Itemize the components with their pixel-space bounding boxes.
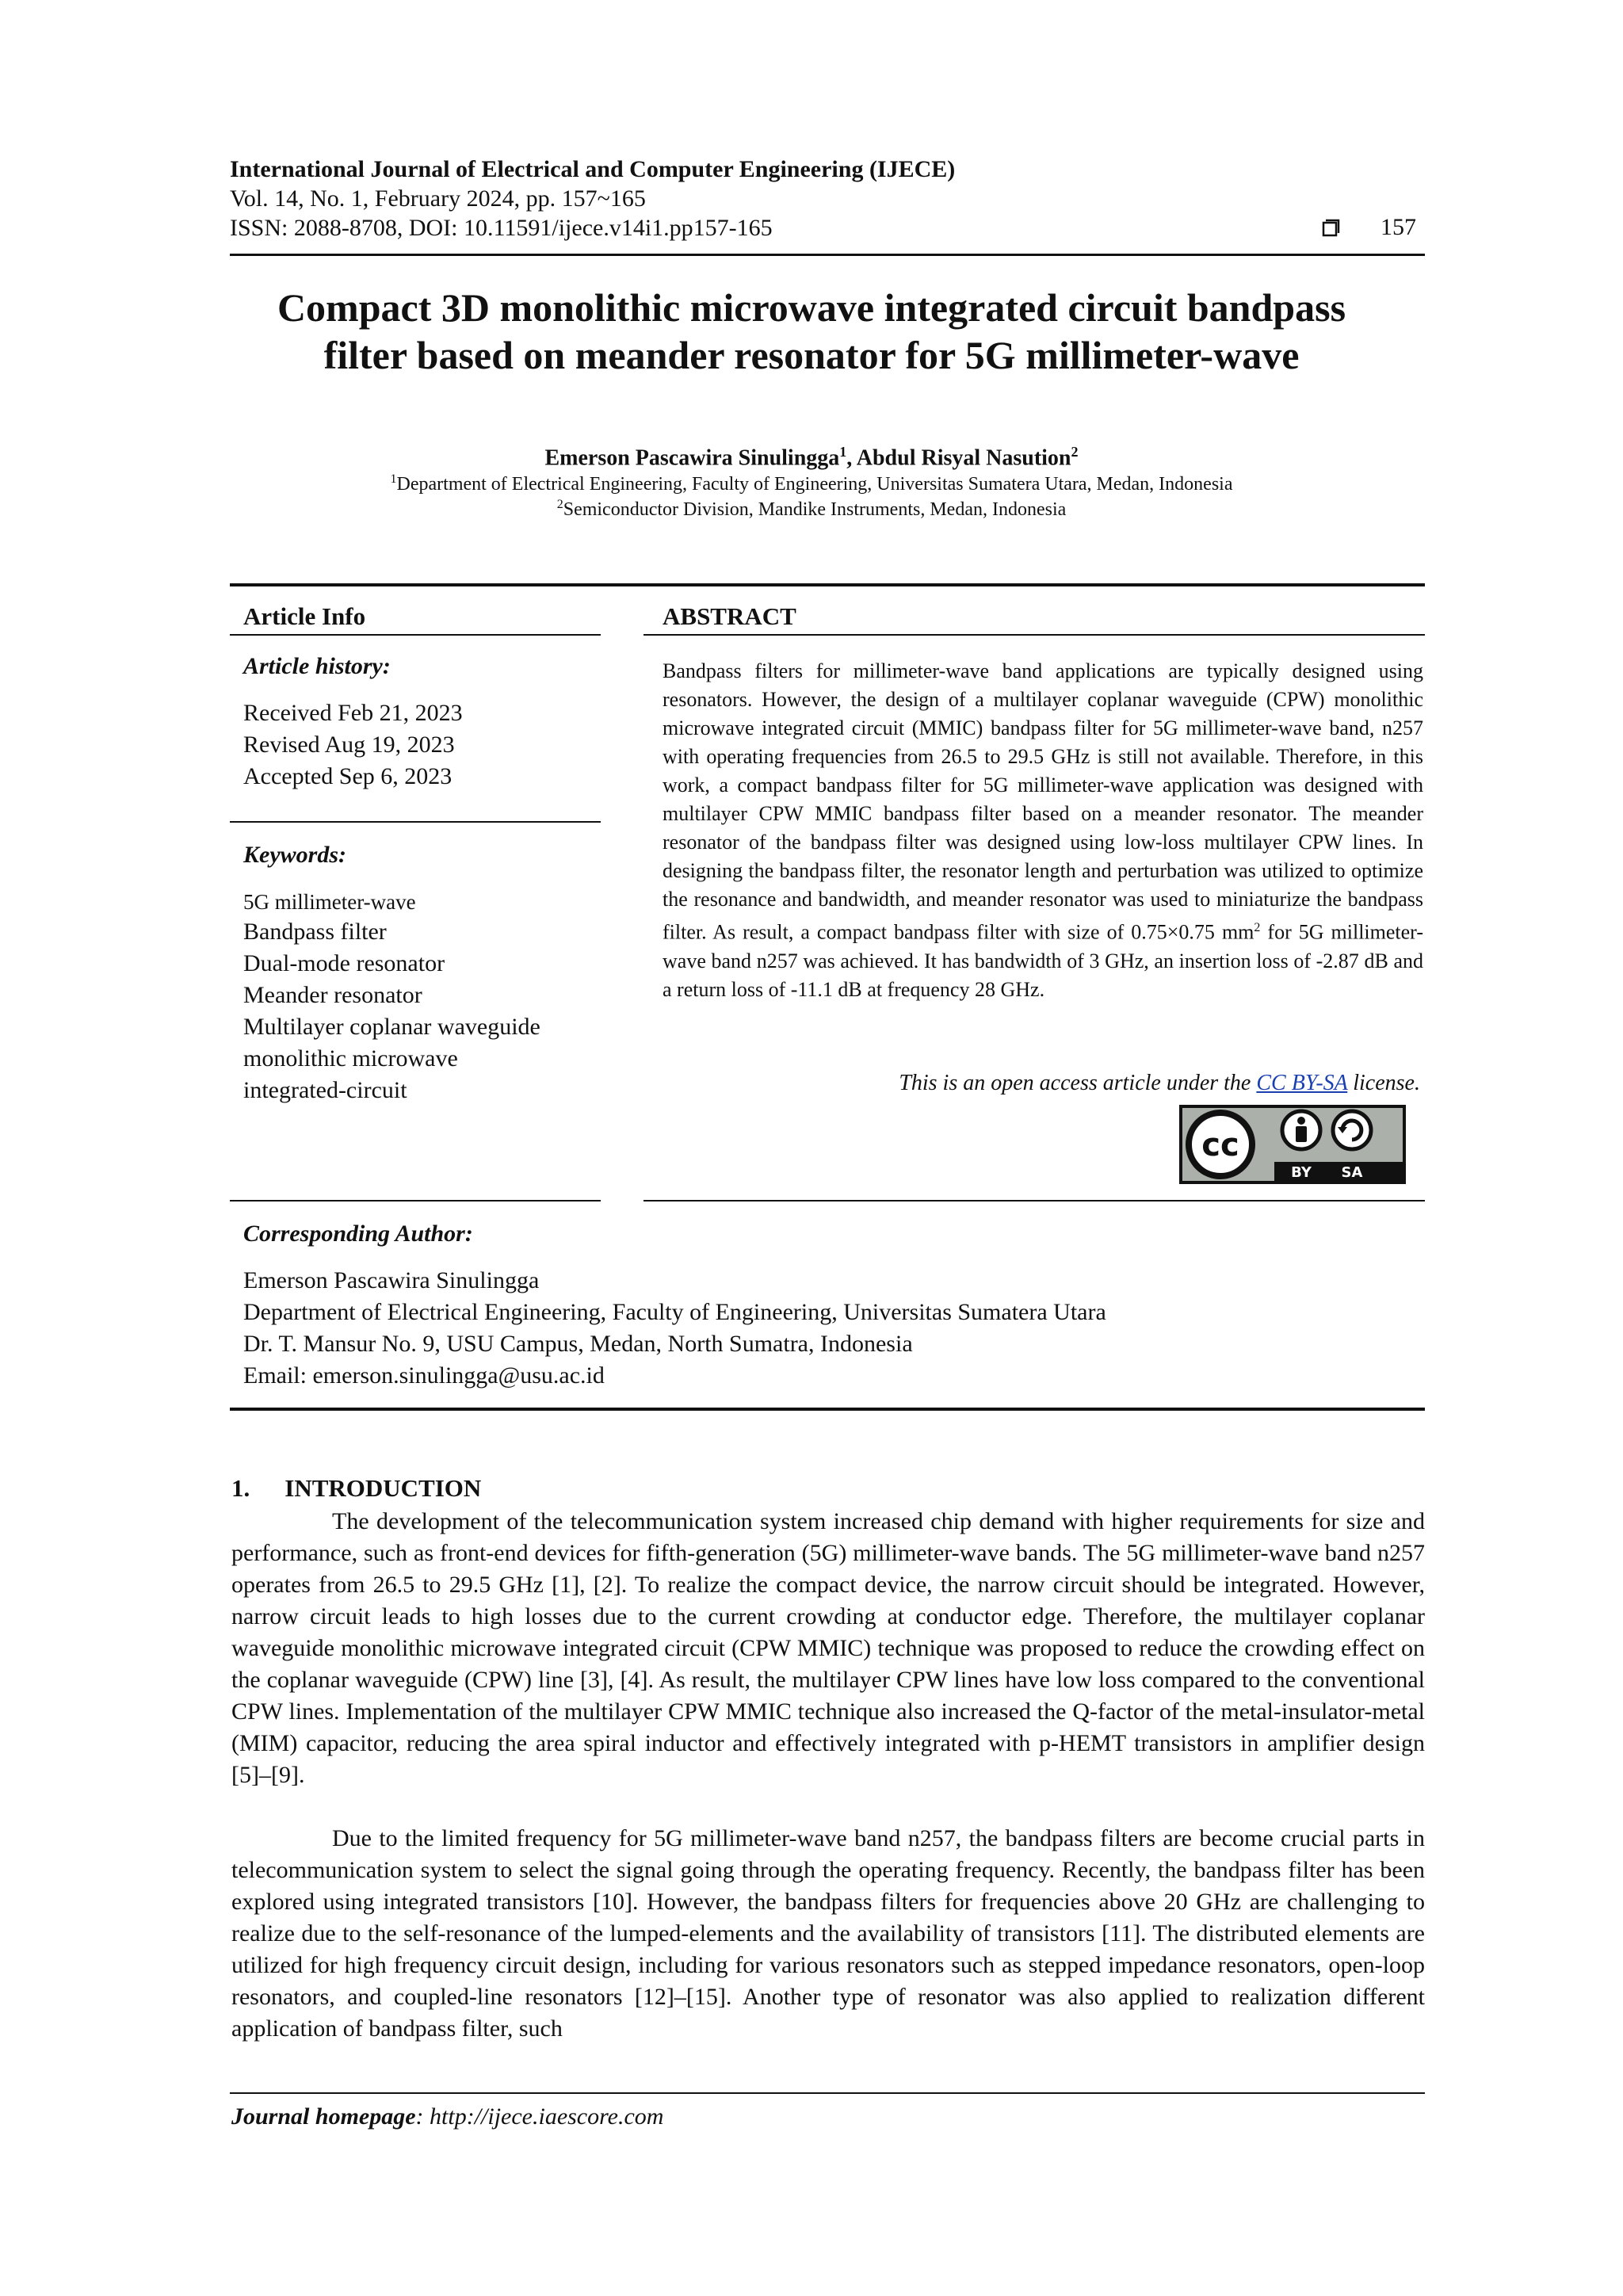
cc-by-sa-link[interactable]: CC BY-SA — [1256, 1071, 1348, 1095]
cc-by-sa-badge[interactable] — [1179, 1105, 1406, 1184]
author-separator: , — [846, 445, 857, 471]
page-number: 157 — [1381, 214, 1416, 240]
intro-paragraph-2: Due to the limited frequency for 5G millimeter-wave band n257, the bandpass filters are become crucial parts in telecommunication system to select the signal going through the operating frequency. Recently, the bandpass filter has been explored using integrated transistors [10]. However, the bandpass filters for frequencies above 20 GHz are challenging to realize due to the self-resonance of the lumped-elements and the availability of transistors [11]. The distributed elements are utilized for high frequency circuit design, including for various resonators such as stepped impedance resonators, open-loop resonators, and coupled-line resonators [12]–[15]. Another type of resonator was also applied to realization different application of bandpass filter, such — [231, 1825, 1425, 2042]
info-box-bottom-rule — [230, 1408, 1425, 1411]
license-suffix: license. — [1347, 1071, 1420, 1095]
abstract-rule — [643, 634, 1425, 636]
keyword-item: Bandpass filter — [243, 919, 387, 945]
accepted-date: Accepted Sep 6, 2023 — [243, 763, 453, 789]
issn-doi: ISSN: 2088-8708, DOI: 10.11591/ijece.v14i1.pp157-165 — [230, 215, 773, 241]
author-affil-mark: 1 — [839, 444, 847, 460]
square-icon — [1322, 219, 1341, 238]
badge-by-text: BY — [1291, 1164, 1312, 1181]
info-box-top-rule — [230, 583, 1425, 586]
corresponding-heading: Corresponding Author: — [243, 1221, 473, 1247]
abstract-bottom-rule — [643, 1200, 1425, 1201]
keyword-item: 5G millimeter-wave — [243, 890, 416, 914]
keyword-item: Meander resonator — [243, 982, 422, 1008]
article-info-bottom-rule — [230, 1200, 601, 1201]
abstract-text — [663, 657, 1423, 1004]
corresponding-dept: Department of Electrical Engineering, Faculty of Engineering, Universitas Sumatera Utara — [243, 1299, 1106, 1325]
affil-text: Semiconductor Division, Mandike Instruments, Medan, Indonesia — [563, 499, 1067, 520]
homepage-label: Journal homepage — [231, 2103, 416, 2130]
affil-mark: 2 — [556, 498, 563, 511]
keyword-item: monolithic microwave — [243, 1045, 458, 1072]
author-name: Abdul Risyal Nasution — [856, 445, 1071, 471]
corresponding-email: Email: emerson.sinulingga@usu.ac.id — [243, 1362, 605, 1389]
volume-info: Vol. 14, No. 1, February 2024, pp. 157~165 — [230, 185, 646, 212]
affil-mark: 1 — [390, 472, 397, 486]
article-info-rule — [230, 634, 601, 636]
header-rule — [230, 254, 1425, 256]
keywords-rule — [230, 821, 601, 823]
corresponding-address: Dr. T. Mansur No. 9, USU Campus, Medan, North Sumatra, Indonesia — [243, 1331, 913, 1357]
homepage-url[interactable]: http://ijece.iaescore.com — [430, 2103, 664, 2130]
title-line-1: Compact 3D monolithic microwave integrated circuit bandpass — [277, 285, 1346, 330]
abstract-heading: ABSTRACT — [663, 602, 796, 630]
keyword-item: integrated-circuit — [243, 1077, 407, 1103]
license-note — [899, 1071, 1420, 1096]
abstract-body-end: for 5G millimeter-wave band n257 was achieved. It has bandwidth of 3 GHz, an insertion loss of -2.87 dB and a return loss of -11.1 dB at frequency 28 GHz. — [663, 920, 1423, 1001]
section-title: INTRODUCTION — [285, 1474, 482, 1502]
paper-title — [198, 284, 1425, 379]
article-info-heading: Article Info — [243, 602, 366, 630]
journal-homepage — [231, 2103, 663, 2130]
keywords-heading: Keywords: — [243, 842, 346, 868]
keyword-item: Multilayer coplanar waveguide — [243, 1014, 540, 1040]
homepage-sep: : — [415, 2103, 430, 2130]
affiliation-2 — [198, 498, 1425, 521]
journal-name: International Journal of Electrical and Computer Engineering (IJECE) — [230, 156, 956, 182]
author-affil-mark: 2 — [1071, 444, 1079, 460]
affiliation-1 — [198, 472, 1425, 495]
cc-logo-text: cc — [1201, 1127, 1239, 1163]
corresponding-name: Emerson Pascawira Sinulingga — [243, 1267, 540, 1293]
received-date: Received Feb 21, 2023 — [243, 700, 463, 726]
title-line-2: filter based on meander resonator for 5G millimeter-wave — [323, 333, 1300, 377]
abstract-body: Bandpass filters for millimeter-wave band applications are typically designed using resonators. However, the design of a multilayer coplanar waveguide (CPW) monolithic microwave integrated circuit (MMIC) bandpass filter for 5G millimeter-wave band, n257 with operating frequencies from 26.5 to 29.5 GHz is still not available. Therefore, in this work, a compact bandpass filter for 5G millimeter-wave application was designed with multilayer CPW MMIC bandpass filter based on a meander resonator. The meander resonator of the bandpass filter was designed using low-loss multilayer CPW lines. In designing the bandpass filter, the resonator length and perturbation was utilized to optimize the resonance and bandwidth, and meander resonator was used to miniaturize the bandpass filter. As result, a compact bandpass filter with size of 0.75×0.75 mm — [663, 659, 1423, 944]
author-list — [198, 444, 1425, 471]
footer-rule — [230, 2092, 1425, 2094]
article-history-heading: Article history: — [243, 653, 391, 679]
superscript: 2 — [1254, 921, 1261, 934]
keyword-item: Dual-mode resonator — [243, 950, 445, 976]
author-name: Emerson Pascawira Sinulingga — [544, 445, 840, 471]
section-number: 1. — [231, 1474, 250, 1502]
affil-text: Department of Electrical Engineering, Faculty of Engineering, Universitas Sumatera Utara, Medan, Indonesia — [396, 474, 1233, 495]
badge-sa-text: SA — [1341, 1164, 1363, 1181]
intro-paragraph-1: The development of the telecommunication system increased chip demand with higher requirements for size and performance, such as front-end devices for fifth-generation (5G) millimeter-wave bands. The 5G millimeter-wave band n257 operates from 26.5 to 29.5 GHz [1], [2]. To realize the compact device, the narrow circuit should be integrated. However, narrow circuit leads to high losses due to the current crowding at conductor edge. Therefore, the multilayer coplanar waveguide monolithic microwave integrated circuit (CPW MMIC) technique was proposed to reduce the crowding effect on the coplanar waveguide (CPW) line [3], [4]. As result, the multilayer CPW lines have low loss compared to the conventional CPW lines. Implementation of the multilayer CPW MMIC technique also increased the Q-factor of the metal-insulator-metal (MIM) capacitor, reducing the area spiral inductor and effectively integrated with p-HEMT transistors in amplifier design [5]–[9]. — [231, 1508, 1425, 1788]
license-prefix: This is an open access article under the — [899, 1071, 1257, 1095]
section-heading — [231, 1474, 481, 1503]
revised-date: Revised Aug 19, 2023 — [243, 732, 455, 758]
